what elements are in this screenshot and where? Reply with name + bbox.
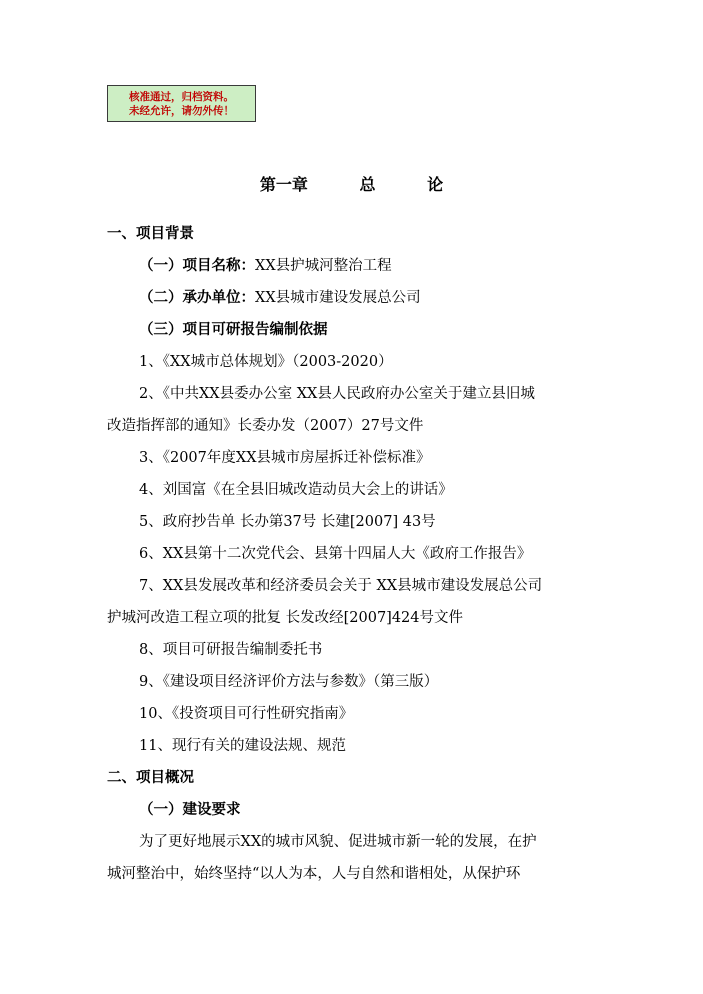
paragraph-line: 为了更好地展示XX的城市风貌、促进城市新一轮的发展，在护 <box>139 834 537 850</box>
stamp-line-2: 未经允许，请勿外传！ <box>129 104 234 117</box>
basis-item-continuation: 护城河改造工程立项的批复 长发改经[2007]424号文件 <box>107 610 463 626</box>
basis-item: 1、《XX城市总体规划》（2003-2020） <box>139 354 393 370</box>
basis-heading: （三）项目可研报告编制依据 <box>139 322 328 338</box>
basis-item: 6、XX县第十二次党代会、县第十四届人大《政府工作报告》 <box>139 546 532 562</box>
chapter-title-char-1: 总 <box>359 175 376 194</box>
paragraph-line: 城河整治中，始终坚持“以人为本，人与自然和谐相处，从保护环 <box>107 866 521 882</box>
chapter-title-char-2: 论 <box>427 175 444 194</box>
undertaking-unit-label: （二）承办单位： <box>139 290 255 306</box>
basis-item: 10、《投资项目可行性研究指南》 <box>139 706 354 722</box>
project-name-value: XX县护城河整治工程 <box>255 258 392 274</box>
chapter-number: 第一章 <box>259 175 308 194</box>
basis-item: 4、刘国富《在全县旧城改造动员大会上的讲话》 <box>139 482 453 498</box>
chapter-title <box>0 172 703 195</box>
stamp-line-1: 核准通过，归档资料。 <box>129 90 234 103</box>
section-heading-background: 一、项目背景 <box>107 226 194 242</box>
basis-item: 8、项目可研报告编制委托书 <box>139 642 323 658</box>
section-heading-overview: 二、项目概况 <box>107 770 194 786</box>
basis-item: 9、《建设项目经济评价方法与参数》（第三版） <box>139 674 439 690</box>
basis-item: 5、政府抄告单 长办第37号 长建[2007] 43号 <box>139 514 436 530</box>
undertaking-unit-line <box>139 287 421 309</box>
basis-item: 2、《中共XX县委办公室 XX县人民政府办公室关于建立县旧城 <box>139 386 535 402</box>
basis-item: 11、现行有关的建设法规、规范 <box>139 738 346 754</box>
undertaking-unit-value: XX县城市建设发展总公司 <box>255 290 421 306</box>
basis-item-continuation: 改造指挥部的通知》长委办发（2007）27号文件 <box>107 418 424 434</box>
construction-requirements-heading: （一）建设要求 <box>139 802 241 818</box>
basis-item: 3、《2007年度XX县城市房屋拆迁补偿标准》 <box>139 450 431 466</box>
project-name-label: （一）项目名称： <box>139 258 255 274</box>
basis-item: 7、XX县发展改革和经济委员会关于 XX县城市建设发展总公司 <box>139 578 543 594</box>
project-name-line <box>139 255 392 277</box>
archive-stamp <box>107 85 256 122</box>
